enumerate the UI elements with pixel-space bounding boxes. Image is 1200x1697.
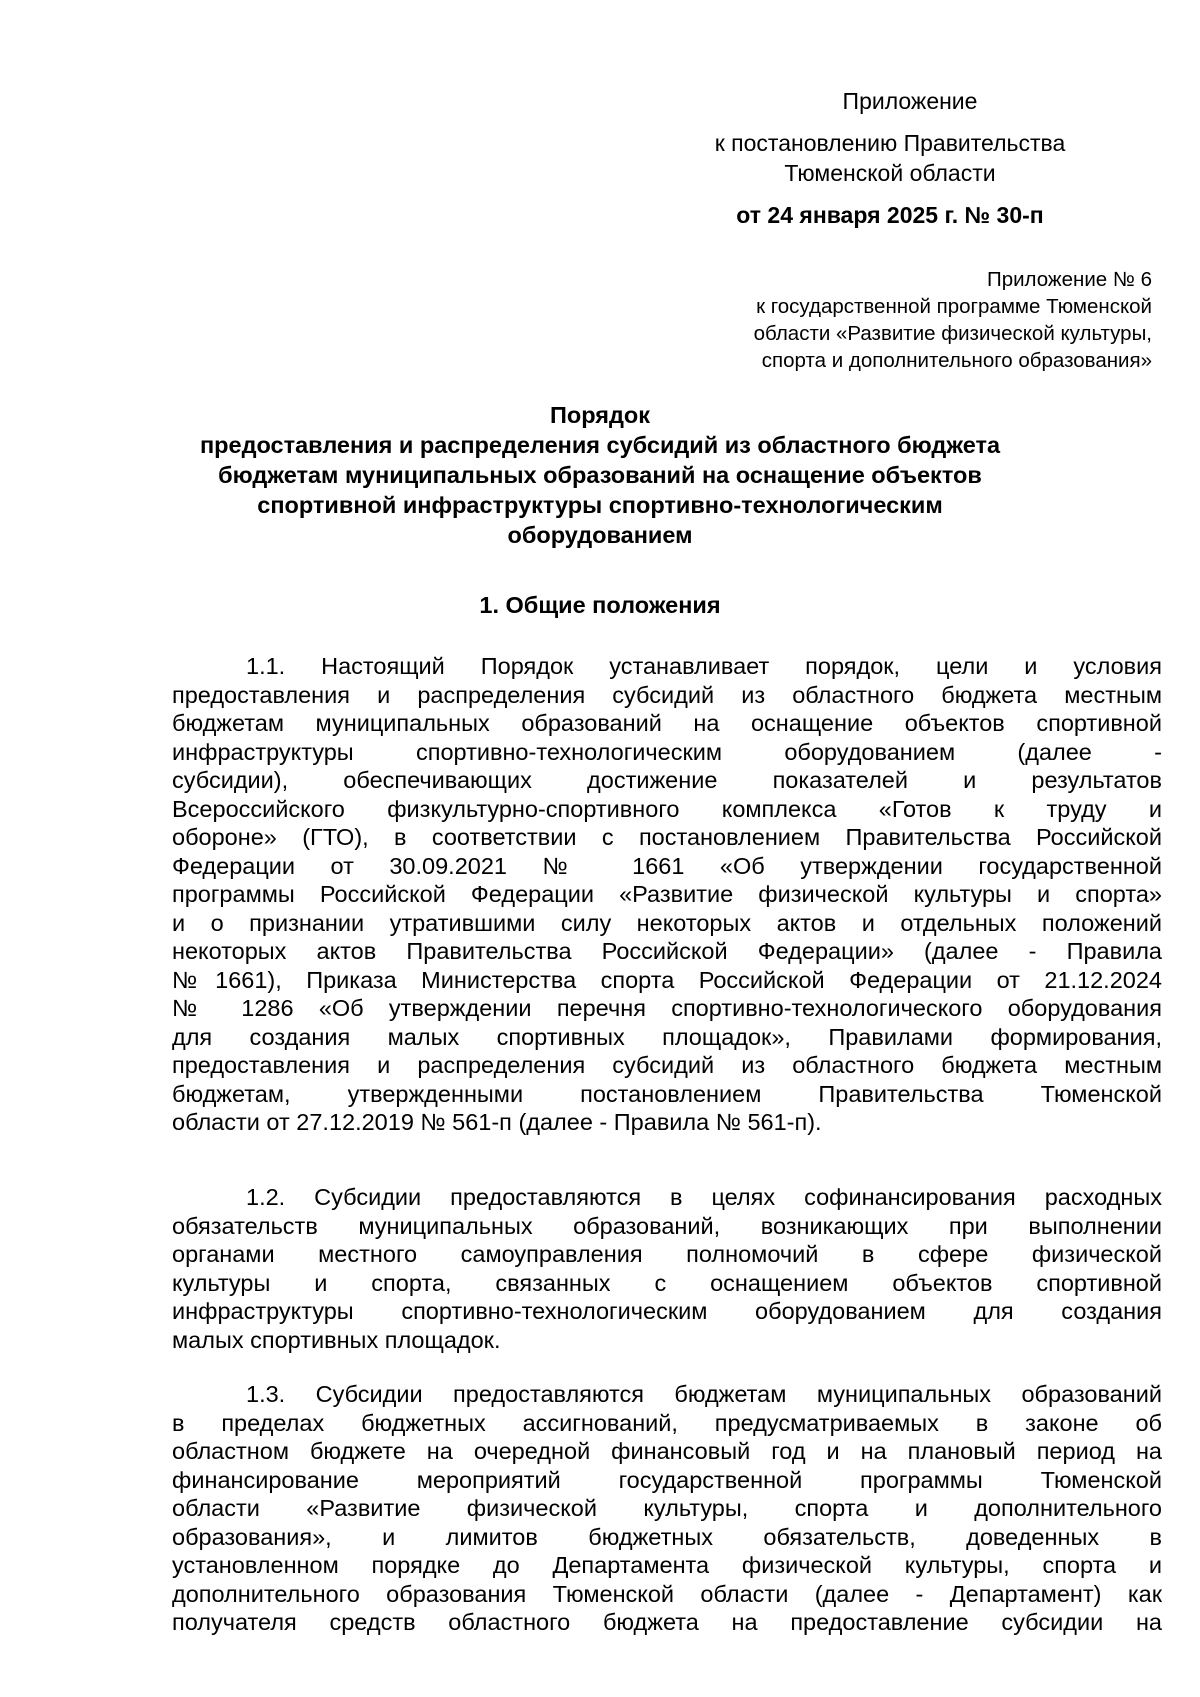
- document-title-line: предоставления и распределения субсидий из областного бюджета: [199, 432, 1001, 458]
- program-appendix-line: области «Развитие физической культуры,: [753, 322, 1152, 345]
- paragraph-line: обязательств муниципальных образований, возникающих при выполнении: [172, 1212, 1162, 1239]
- paragraph-line: органами местного самоуправления полномочий в сфере физической: [172, 1241, 1162, 1267]
- paragraph-line: финансирование мероприятий государственной программы Тюменской: [172, 1466, 1162, 1493]
- paragraph-line: № 1286 «Об утверждении перечня спортивно-технологического оборудования: [172, 995, 1162, 1021]
- paragraph-line: 1.2. Субсидии предоставляются в целях софинансирования расходных: [246, 1184, 1162, 1210]
- paragraph-line: областном бюджете на очередной финансовый год и на плановый период на: [172, 1438, 1162, 1464]
- paragraph-line: Всероссийского физкультурно-спортивного комплекса «Готов к труду и: [172, 795, 1162, 822]
- document-title-line: бюджетам муниципальных образований на оснащение объектов: [218, 462, 982, 488]
- program-appendix-line: Приложение № 6: [986, 268, 1152, 291]
- paragraph-line: бюджетам муниципальных образований на оснащение объектов спортивной: [172, 710, 1162, 736]
- paragraph-line: обороне» (ГТО), в соответствии с постановлением Правительства Российской: [172, 824, 1162, 850]
- paragraph-line: бюджетам, утвержденными постановлением Правительства Тюменской: [172, 1080, 1162, 1107]
- paragraph-line: дополнительного образования Тюменской области (далее - Департамент) как: [172, 1580, 1162, 1607]
- paragraph-line: для создания малых спортивных площадок», Правилами формирования,: [172, 1023, 1162, 1050]
- paragraph-line: субсидии), обеспечивающих достижение показателей и результатов: [172, 767, 1162, 793]
- paragraph-line: получателя средств областного бюджета на предоставление субсидии на: [172, 1609, 1162, 1635]
- program-appendix-line: спорта и дополнительного образования»: [761, 349, 1152, 372]
- paragraph-line: области «Развитие физической культуры, спорта и дополнительного: [172, 1495, 1162, 1521]
- paragraph-line: №1661), Приказа Министерства спорта Российской Федерации от 21.12.2024: [172, 966, 1162, 993]
- paragraph-line: малых спортивных площадок.: [172, 1326, 501, 1353]
- appendix-reference-line-1: к постановлению Правительства: [714, 130, 1066, 156]
- paragraph-line: некоторых актов Правительства Российской Федерации» (далее - Правила: [172, 938, 1162, 964]
- paragraph-line: Федерации от 30.09.2021 № 1661 «Об утверждении государственной: [172, 852, 1162, 879]
- paragraph-line: 1.1. Настоящий Порядок устанавливает порядок, цели и условия: [246, 653, 1162, 679]
- paragraph-1-1: [172, 652, 1162, 1137]
- appendix-reference-line-2: Тюменской области: [784, 160, 996, 186]
- paragraph-line: предоставления и распределения субсидий из областного бюджета местным: [172, 681, 1162, 708]
- paragraph-line: инфраструктуры спортивно-технологическим оборудованием (далее -: [172, 738, 1162, 765]
- paragraph-line: 1.3. Субсидии предоставляются бюджетам муниципальных образований: [246, 1381, 1162, 1407]
- paragraph-line: области от 27.12.2019 № 561-п (далее - Правила № 561-п).: [172, 1109, 822, 1135]
- paragraph-line: предоставления и распределения субсидий из областного бюджета местным: [172, 1052, 1162, 1078]
- section-heading: 1. Общие положения: [479, 592, 721, 618]
- paragraph-line: установленном порядке до Департамента физической культуры, спорта и: [172, 1552, 1162, 1578]
- program-appendix-line: к государственной программе Тюменской: [756, 295, 1152, 318]
- paragraph-line: в пределах бюджетных ассигнований, предусматриваемых в законе об: [172, 1409, 1162, 1436]
- appendix-title: Приложение: [842, 88, 978, 114]
- document-title: [120, 400, 1080, 550]
- paragraph-1-3: [172, 1380, 1162, 1637]
- document-title-line: спортивной инфраструктуры спортивно-технологическим: [257, 492, 943, 518]
- document-title-line: Порядок: [549, 402, 651, 428]
- resolution-date-number: от 24 января 2025 г. № 30-п: [736, 202, 1044, 228]
- paragraph-line: программы Российской Федерации «Развитие физической культуры и спорта»: [172, 881, 1162, 907]
- document-title-line: оборудованием: [507, 522, 693, 548]
- paragraph-1-2: [172, 1183, 1162, 1354]
- paragraph-line: культуры и спорта, связанных с оснащением объектов спортивной: [172, 1269, 1162, 1296]
- paragraph-line: инфраструктуры спортивно-технологическим оборудованием для создания: [172, 1298, 1162, 1324]
- paragraph-line: и о признании утратившими силу некоторых актов и отдельных положений: [172, 909, 1162, 936]
- paragraph-line: образования», и лимитов бюджетных обязательств, доведенных в: [172, 1523, 1162, 1550]
- program-appendix-note: [632, 266, 1152, 374]
